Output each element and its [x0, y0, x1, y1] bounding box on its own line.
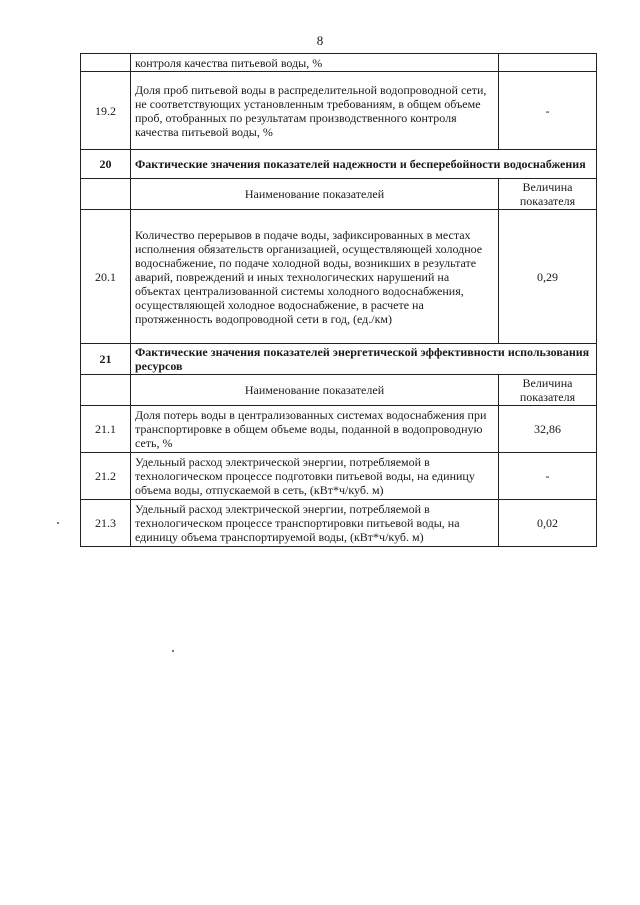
section-title: Фактические значения показателей надежности и бесперебойности водоснабжения [131, 150, 597, 179]
header-name-label: Наименование показателей [131, 375, 499, 406]
table-row [81, 406, 597, 453]
row-text: Количество перерывов в подаче воды, зафиксированных в местах исполнения обязательств организацией, осуществляющей холодное водоснабжение, по подаче холодной воды, возникших в результате аварий, повреждений и иных технологических нарушений на объектах централизованной системы холодного водоснабжения, осуществляющей холодное водоснабжение, в расчете на протяженность водопроводной сети в год, (ед./км) [131, 210, 499, 344]
row-value [499, 54, 597, 72]
row-number: 19.2 [81, 72, 131, 150]
section-number: 21 [81, 344, 131, 375]
row-number: 21.3 [81, 500, 131, 547]
table-row [81, 210, 597, 344]
header-empty-cell [81, 375, 131, 406]
header-value-label: Величина показателя [499, 375, 597, 406]
row-number: 21.2 [81, 453, 131, 500]
table-row [81, 453, 597, 500]
row-value: 32,86 [499, 406, 597, 453]
header-name-label: Наименование показателей [131, 179, 499, 210]
row-number [81, 54, 131, 72]
row-text: Удельный расход электрической энергии, потребляемой в технологическом процессе транспортировки питьевой воды, на единицу объема транспортируемой воды, (кВт*ч/куб. м) [131, 500, 499, 547]
table-row [81, 500, 597, 547]
row-number: 21.1 [81, 406, 131, 453]
table-row [81, 54, 597, 72]
section-row [81, 344, 597, 375]
header-value-label: Величина показателя [499, 179, 597, 210]
row-value: 0,02 [499, 500, 597, 547]
row-text: Удельный расход электрической энергии, потребляемой в технологическом процессе подготовки питьевой воды, на единицу объема воды, отпускаемой в сеть, (кВт*ч/куб. м) [131, 453, 499, 500]
scan-speck [172, 650, 174, 652]
row-text: Доля потерь воды в централизованных системах водоснабжения при транспортировке в общем объеме воды, поданной в водопроводную сеть, % [131, 406, 499, 453]
row-value: - [499, 72, 597, 150]
row-number: 20.1 [81, 210, 131, 344]
section-title: Фактические значения показателей энергетической эффективности использования ресурсов [131, 344, 597, 375]
row-value: - [499, 453, 597, 500]
row-text: Доля проб питьевой воды в распределительной водопроводной сети, не соответствующих установленным требованиям, в общем объеме проб, отобранных по результатам производственного контроля качества питьевой воды, % [131, 72, 499, 150]
row-text: контроля качества питьевой воды, % [131, 54, 499, 72]
page-number: 8 [316, 33, 324, 48]
row-value: 0,29 [499, 210, 597, 344]
header-empty-cell [81, 179, 131, 210]
section-row [81, 150, 597, 179]
scan-speck [57, 522, 59, 524]
header-row [81, 375, 597, 406]
indicators-table [80, 53, 597, 547]
header-row [81, 179, 597, 210]
table-row [81, 72, 597, 150]
section-number: 20 [81, 150, 131, 179]
